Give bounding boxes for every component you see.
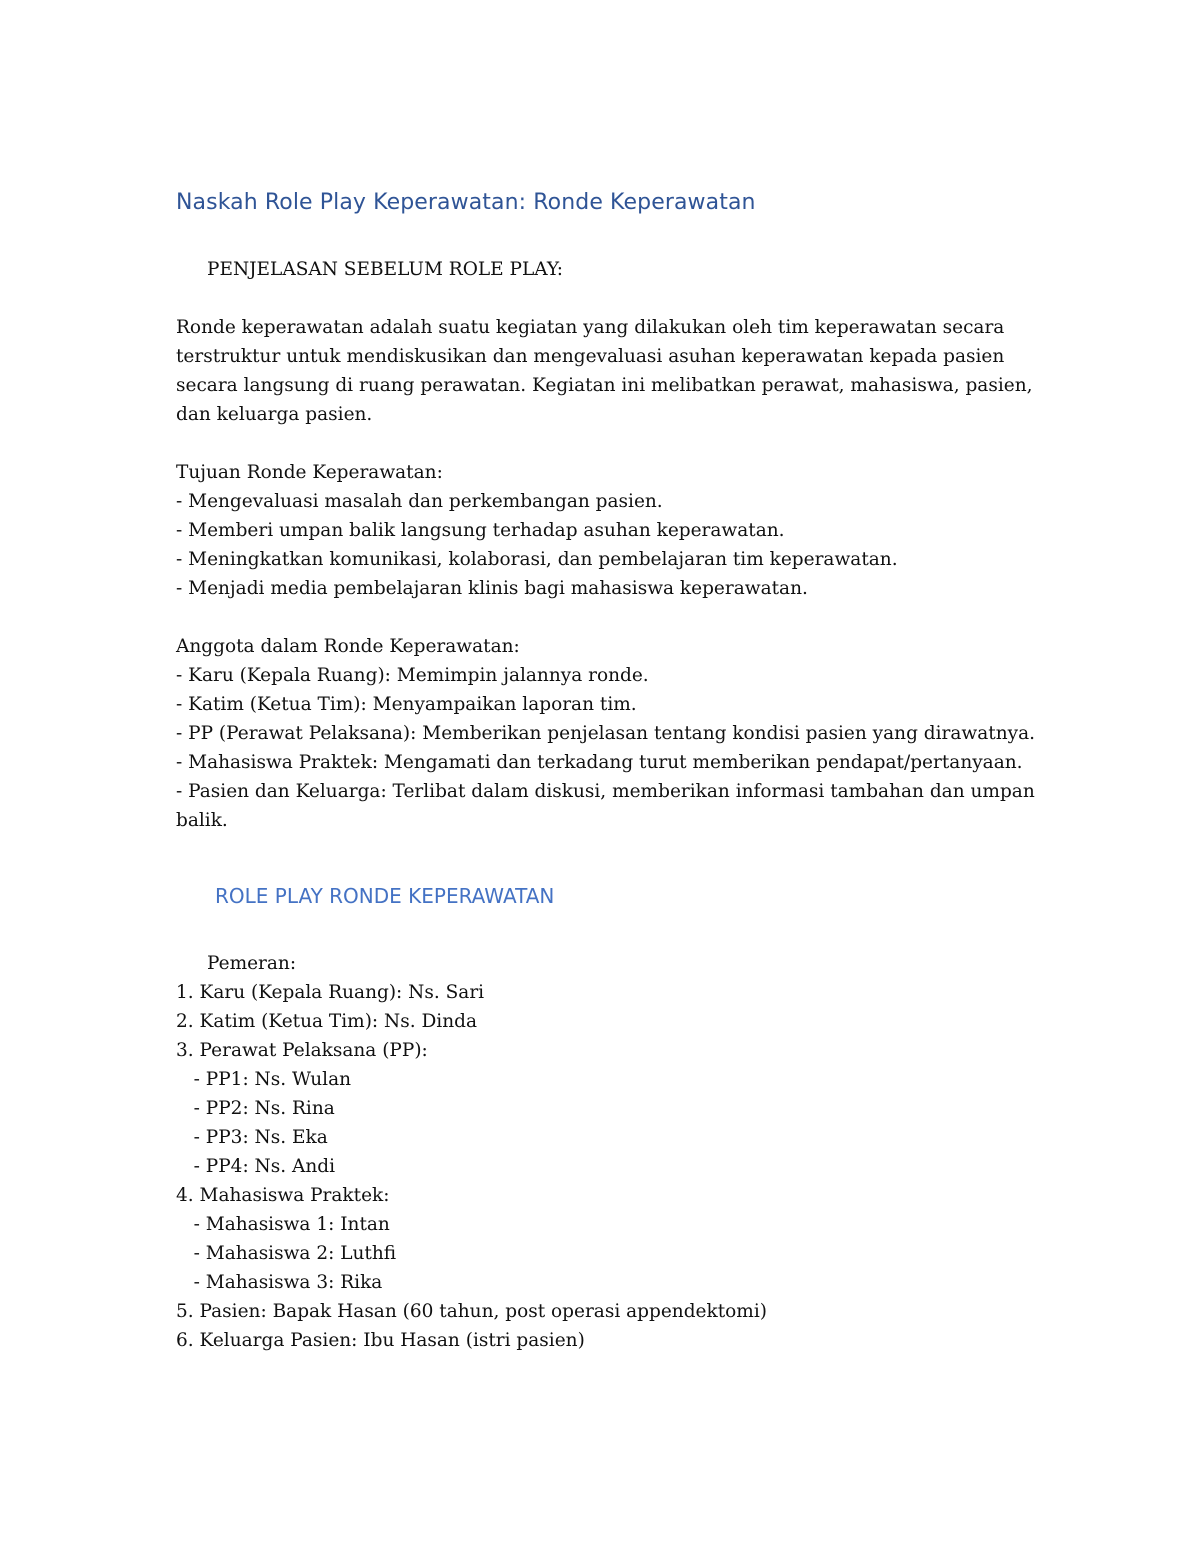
member-item: - PP (Perawat Pelaksana): Memberikan penjelasan tentang kondisi pasien yang dirawatnya. xyxy=(176,723,1036,744)
member-item: - Pasien dan Keluarga: Terlibat dalam diskusi, memberikan informasi tambahan dan umpan xyxy=(176,781,1035,802)
cast-subitem: - Mahasiswa 1: Intan xyxy=(176,1214,390,1235)
member-item: balik. xyxy=(176,810,228,831)
cast-subitem: - Mahasiswa 2: Luthfi xyxy=(176,1243,397,1264)
cast-subitem: - PP4: Ns. Andi xyxy=(176,1156,336,1177)
goal-item: - Mengevaluasi masalah dan perkembangan pasien. xyxy=(176,491,663,512)
member-item: - Karu (Kepala Ruang): Memimpin jalannya ronde. xyxy=(176,665,649,686)
goal-item: - Memberi umpan balik langsung terhadap asuhan keperawatan. xyxy=(176,520,785,541)
definition-line: secara langsung di ruang perawatan. Kegiatan ini melibatkan perawat, mahasiswa, pasien, xyxy=(176,375,1033,396)
cast-heading: Pemeran: xyxy=(207,953,297,974)
goal-item: - Meningkatkan komunikasi, kolaborasi, dan pembelajaran tim keperawatan. xyxy=(176,549,898,570)
cast-item: 6. Keluarga Pasien: Ibu Hasan (istri pasien) xyxy=(176,1330,585,1351)
document-title: Naskah Role Play Keperawatan: Ronde Keperawatan xyxy=(176,190,756,215)
definition-line: terstruktur untuk mendiskusikan dan mengevaluasi asuhan keperawatan kepada pasien xyxy=(176,346,1005,367)
cast-subitem: - Mahasiswa 3: Rika xyxy=(176,1272,383,1293)
goals-heading: Tujuan Ronde Keperawatan: xyxy=(176,462,443,483)
intro-heading: PENJELASAN SEBELUM ROLE PLAY: xyxy=(207,259,564,280)
cast-subitem: - PP2: Ns. Rina xyxy=(176,1098,335,1119)
cast-item: 4. Mahasiswa Praktek: xyxy=(176,1185,390,1206)
member-item: - Mahasiswa Praktek: Mengamati dan terkadang turut memberikan pendapat/pertanyaan. xyxy=(176,752,1023,773)
cast-subitem: - PP1: Ns. Wulan xyxy=(176,1069,352,1090)
cast-item: 2. Katim (Ketua Tim): Ns. Dinda xyxy=(176,1011,478,1032)
members-heading: Anggota dalam Ronde Keperawatan: xyxy=(176,636,520,657)
cast-item: 3. Perawat Pelaksana (PP): xyxy=(176,1040,428,1061)
cast-item: 5. Pasien: Bapak Hasan (60 tahun, post operasi appendektomi) xyxy=(176,1301,767,1322)
definition-line: Ronde keperawatan adalah suatu kegiatan yang dilakukan oleh tim keperawatan secara xyxy=(176,317,1005,338)
goal-item: - Menjadi media pembelajaran klinis bagi mahasiswa keperawatan. xyxy=(176,578,808,599)
member-item: - Katim (Ketua Tim): Menyampaikan laporan tim. xyxy=(176,694,637,715)
roleplay-heading: ROLE PLAY RONDE KEPERAWATAN xyxy=(215,884,555,908)
cast-subitem: - PP3: Ns. Eka xyxy=(176,1127,328,1148)
cast-item: 1. Karu (Kepala Ruang): Ns. Sari xyxy=(176,982,485,1003)
definition-line: dan keluarga pasien. xyxy=(176,404,373,425)
